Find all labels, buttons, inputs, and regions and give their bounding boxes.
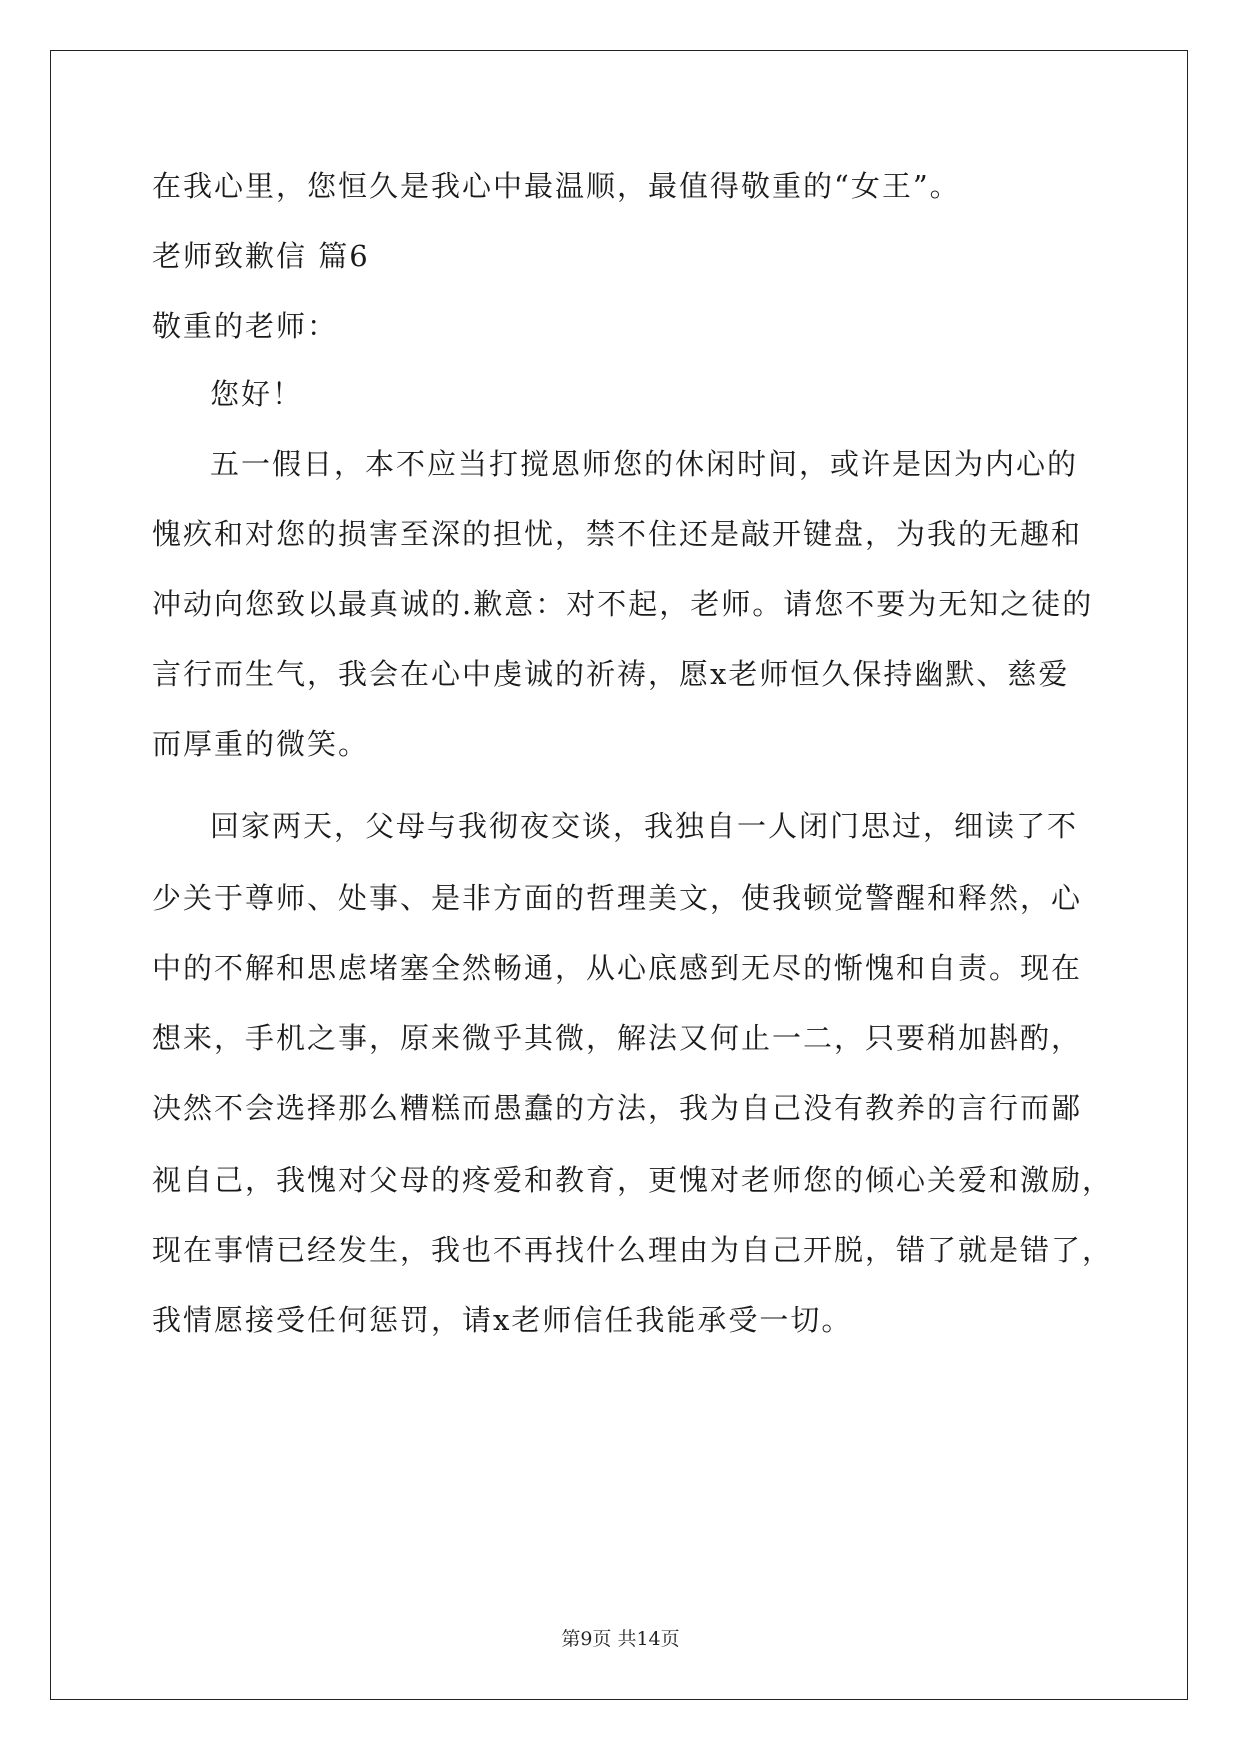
section-heading: 老师致歉信 篇6 <box>152 239 370 273</box>
paragraph-line: 我情愿接受任何惩罚，请x老师信任我能承受一切。 <box>152 1303 853 1337</box>
paragraph-line: 少关于尊师、处事、是非方面的哲理美文，使我顿觉警醒和释然，心 <box>152 881 1083 915</box>
paragraph-line: 想来，手机之事，原来微乎其微，解法又何止一二，只要稍加斟酌， <box>152 1021 1083 1055</box>
paragraph-line: 而厚重的微笑。 <box>152 727 370 761</box>
paragraph-line: 中的不解和思虑堵塞全然畅通，从心底感到无尽的惭愧和自责。现在 <box>152 951 1083 985</box>
paragraph-line: 视自己，我愧对父母的疼爱和教育，更愧对老师您的倾心关爱和激励， <box>152 1163 1114 1197</box>
greeting: 您好！ <box>210 377 304 411</box>
paragraph-line: 回家两天，父母与我彻夜交谈，我独自一人闭门思过，细读了不 <box>210 809 1079 843</box>
text-line: 在我心里，您恒久是我心中最温顺，最值得敬重的“女王”。 <box>152 169 961 203</box>
salutation: 敬重的老师： <box>152 309 339 343</box>
paragraph-line: 现在事情已经发生，我也不再找什么理由为自己开脱，错了就是错了， <box>152 1233 1114 1267</box>
page-footer: 第9页 共14页 <box>561 1628 680 1650</box>
paragraph-line: 决然不会选择那么糟糕而愚蠢的方法，我为自己没有教养的言行而鄙 <box>152 1091 1083 1125</box>
paragraph-line: 愧疚和对您的损害至深的担忧，禁不住还是敲开键盘，为我的无趣和 <box>152 517 1083 551</box>
paragraph-line: 言行而生气，我会在心中虔诚的祈祷，愿x老师恒久保持幽默、慈爱 <box>152 657 1070 691</box>
page-border <box>50 50 1188 1700</box>
paragraph-line: 冲动向您致以最真诚的.歉意：对不起，老师。请您不要为无知之徒的 <box>152 587 1094 621</box>
paragraph-line: 五一假日，本不应当打搅恩师您的休闲时间，或许是因为内心的 <box>210 447 1079 481</box>
